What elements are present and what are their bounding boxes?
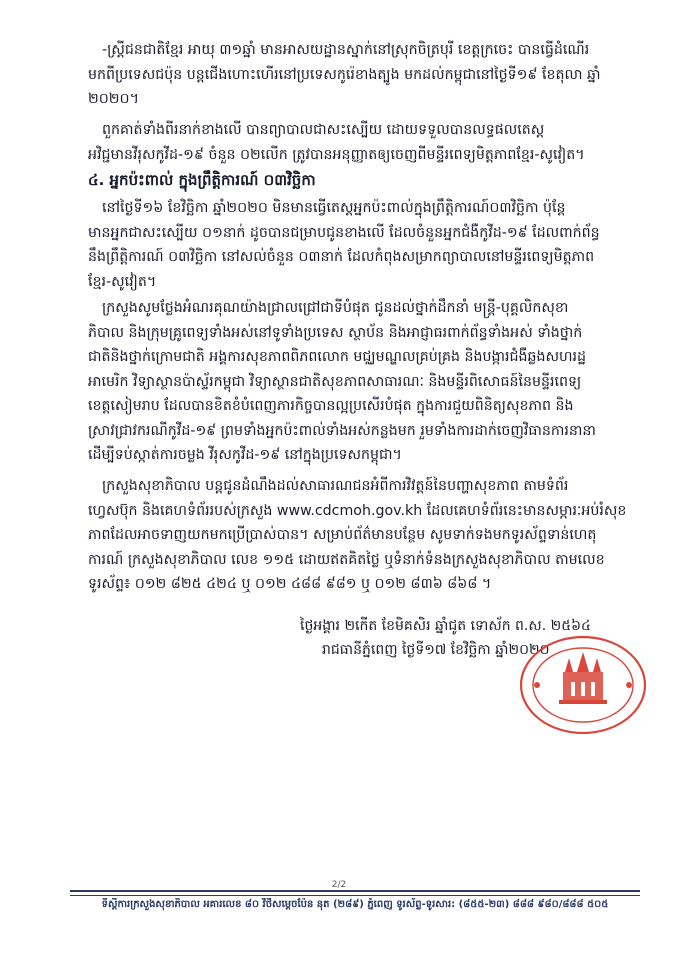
text-line: នៅថ្ងៃទី១៦ ខែវិច្ឆិកា ឆ្នាំ២០២០ មិនមានធ្វើតេស្តអ្នកប៉ះពាល់ក្នុងព្រឹត្តិការណ៍០៣វិច្ឆិកា ប៉ុន្តែ [102, 200, 566, 216]
text-line: ក្រសួងសុខាភិបាល បន្តជូនដំណឹងដល់សាធារណជនអំពីការវិវត្តន៍នៃបញ្ហាសុខភាព តាមទំព័រ [102, 478, 569, 494]
text-line: -ស្ត្រីជនជាតិខ្មែរ អាយុ ៣១ឆ្នាំ មានអាសយដ្ឋានស្នាក់នៅស្រុកចិត្របុរី ខេត្តក្រចេះ បានធ្វើដំណើរ [102, 42, 590, 58]
paragraph-recovery [88, 118, 643, 167]
text-line: ជាតិនិងថ្នាក់ក្រោមជាតិ អង្គការសុខភាពពិភពលោក មជ្ឈមណ្ឌលគ្រប់គ្រង និងបង្ការជំងឺឆ្លងសហរដ្ឋ [88, 349, 587, 365]
footer-address: ទីស្តីការក្រសួងសុខាភិបាល អគារលេខ ៨០ វិថីសម្ដេចប៉ែន នុត (២៨៩) ភ្នំពេញ ទូរស័ព្ទ-ទូរសារ: (៨៥៥-២៣) ៨៨៨ ៩៨០/៨៨៨ ៥០៥ [101, 899, 609, 910]
text-line: ភិបាល និងក្រុមគ្រូពេទ្យទាំងអស់នៅទូទាំងប្រទេស ស្ថាប័ន និងអាជ្ញាធរពាក់ព័ន្ធទាំងអស់ ទាំងថ្នាក់ [88, 324, 583, 341]
text-line: ដើម្បីទប់ស្កាត់ការចម្លង វីរុសកូវីដ-១៩ នៅក្នុងប្រទេសកម្ពុជា។ [88, 447, 402, 463]
date-solar: រាជធានីភ្នំពេញ ថ្ងៃទី១៧ ខែវិច្ឆិកា ឆ្នាំ២០២០ [322, 642, 550, 658]
paragraph-acknowledgement [88, 296, 643, 468]
text-line: ក្រសួងសូមថ្លែងអំណរគុណយ៉ាងជ្រាលជ្រៅជាទីបំផុត ជូនដល់ថ្នាក់ដឹកនាំ មន្ត្រី-បុគ្គលិកសុខា [102, 300, 569, 316]
text-line: ២០២០។ [88, 91, 139, 107]
text-line: មានអ្នកជាសះស្បើយ ០១នាក់ ដូចបានជម្រាបជូនខាងលើ ដែលចំនួនអ្នកជំងឺកូវីដ-១៩ ដែលពាក់ព័ន្ធ [88, 224, 600, 241]
text-line: ស្រាវជ្រាវករណីកូវីដ-១៩ ព្រមទាំងអ្នកប៉ះពាល់ទាំងអស់កន្លងមក រួមទាំងការដាក់ចេញវិធានការនានា [88, 422, 596, 439]
footer-divider [70, 890, 640, 896]
text-line: ពួកគាត់ទាំងពីរនាក់ខាងលើ បានព្យាបាលជាសះស្បើយ ដោយទទួលបានលទ្ធផលតេស្ត [102, 122, 545, 138]
text-line: ការណ៍ ក្រសួងសុខាភិបាល លេខ ១១៥ ដោយឥតគិតថ្លៃ ឬទំនាក់ទំនងក្រសួងសុខាភិបាល តាមលេខ [88, 551, 605, 568]
paragraph-public-information [88, 474, 643, 597]
text-line: នឹងព្រឹត្តិការណ៍ ០៣វិច្ឆិកា នៅសល់ចំនួន ០៣នាក់ ដែលកំពុងសម្រាកព្យាបាលនៅមន្ទីរពេទ្យមិត្តភាព [88, 249, 595, 265]
ministry-seal-icon [515, 630, 651, 740]
paragraph-patient-case [88, 38, 643, 112]
text-line: ទូរស័ព្ទ៖ ០១២ ៨២៥ ៤២៤ ឬ ០១២ ៤៨៨ ៩៨១ ឬ ០១២ ៨៣៦ ៨៦៨ ។ [88, 576, 492, 592]
text-line: អវិជ្ជមានវីរុសកូវីដ-១៩ ចំនួន ០២លើក ត្រូវបានអនុញ្ញាតឲ្យចេញពីមន្ទីរពេទ្យមិត្តភាពខ្មែរ-សូវៀត។ [88, 146, 585, 163]
text-line: ខេត្តសៀមរាប ដែលបានខិតខំបំពេញភារកិច្ចបានល្អប្រសើរបំផុត ក្នុងការជួយពិនិត្យសុខភាព និង [88, 398, 574, 414]
text-line: ខ្មែរ-សូវៀត។ [88, 273, 157, 290]
page-number: 2/2 [331, 880, 347, 890]
text-line: មកពីប្រទេសជប៉ុន បន្តជើងហោះហើរនៅប្រទេសកូរ៉េខាងត្បូង មកដល់កម្ពុជានៅថ្ងៃទី១៩ ខែតុលា ឆ្នាំ [88, 66, 601, 83]
paragraph-contacts-event [88, 196, 643, 294]
text-line: ភាពដែលអាចទាញយកមកប្រើប្រាស់បាន។ សម្រាប់ព័ត៌មានបន្ថែម សូមទាក់ទងមកទូរស័ព្ទទាន់ហេតុ [88, 527, 597, 543]
text-line: ហ្វេសប៊ុក និងគេហទំព័ររបស់ក្រសួង www.cdcmoh.gov.kh ដែលគេហទំព័រនេះមានសម្ភារៈអប់រំសុខ [88, 502, 627, 519]
text-line: អាមេរិក វិទ្យាស្ថានប៉ាស្ទ័រកម្ពុជា វិទ្យាស្ថានជាតិសុខភាពសាធារណៈ និងមន្ទីរពិសោធន៍នៃមន្ទីរពេទ្យ [88, 373, 582, 390]
section-heading: ៤. អ្នកប៉ះពាល់ ក្នុងព្រឹត្តិការណ៍ ០៣វិច្ឆិកា [88, 171, 316, 189]
date-lunar: ថ្ងៃអង្គារ ២កើត ខែមិគសិរ ឆ្នាំជូត ទោស័ក ព.ស. ២៥៦៤ [300, 618, 591, 634]
